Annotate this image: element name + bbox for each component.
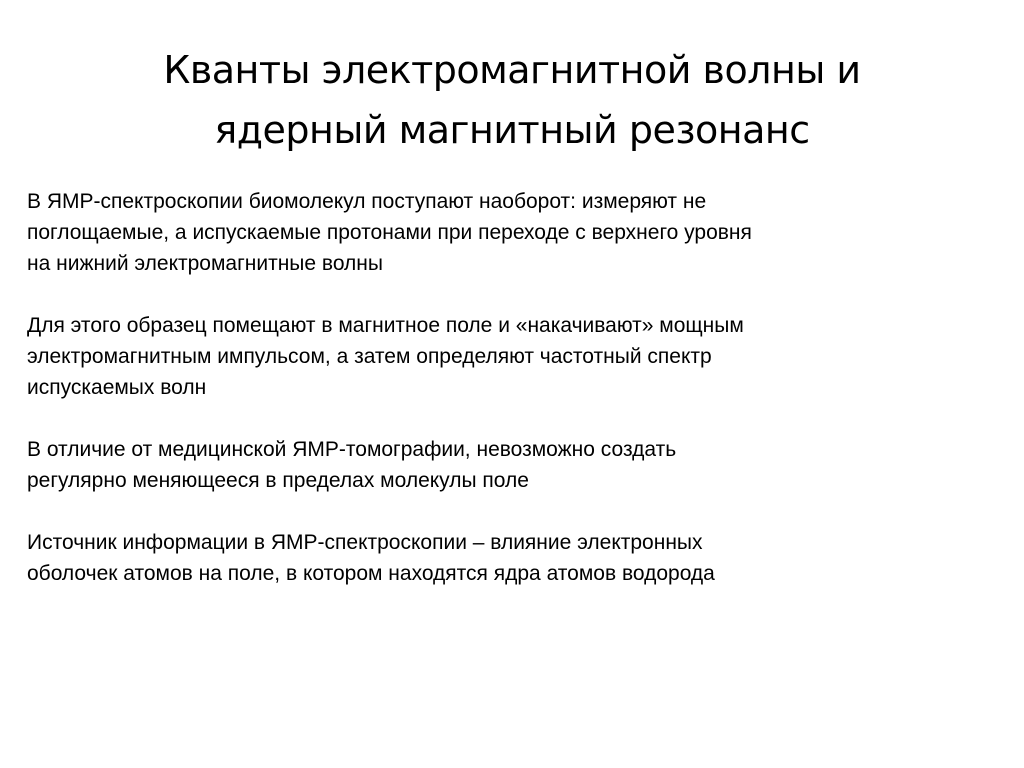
slide-title-line-2: ядерный магнитный резонанс	[214, 108, 810, 152]
paragraph-4	[27, 527, 987, 589]
text-line: Для этого образец помещают в магнитное поле и «накачивают» мощным	[27, 314, 744, 337]
text-line: В ЯМР-спектроскопии биомолекул поступают наоборот: измеряют не	[27, 190, 707, 213]
text-line: поглощаемые, а испускаемые протонами при переходе с верхнего уровня	[27, 221, 752, 244]
paragraph-3	[27, 434, 987, 496]
slide-title-line-1: Кванты электромагнитной волны и	[163, 48, 861, 92]
text-line: на нижний электромагнитные волны	[27, 252, 383, 275]
paragraph-2	[27, 310, 987, 403]
text-line: Источник информации в ЯМР-спектроскопии – влияние электронных	[27, 531, 703, 554]
text-line: регулярно меняющееся в пределах молекулы поле	[27, 469, 529, 492]
text-line: В отличие от медицинской ЯМР-томографии, невозможно создать	[27, 438, 677, 461]
text-line: оболочек атомов на поле, в котором находятся ядра атомов водорода	[27, 562, 715, 585]
paragraph-1	[27, 186, 987, 279]
slide-body	[27, 186, 987, 620]
text-line: испускаемых волн	[27, 376, 207, 399]
text-line: электромагнитным импульсом, а затем определяют частотный спектр	[27, 345, 712, 368]
slide-title	[60, 40, 964, 160]
